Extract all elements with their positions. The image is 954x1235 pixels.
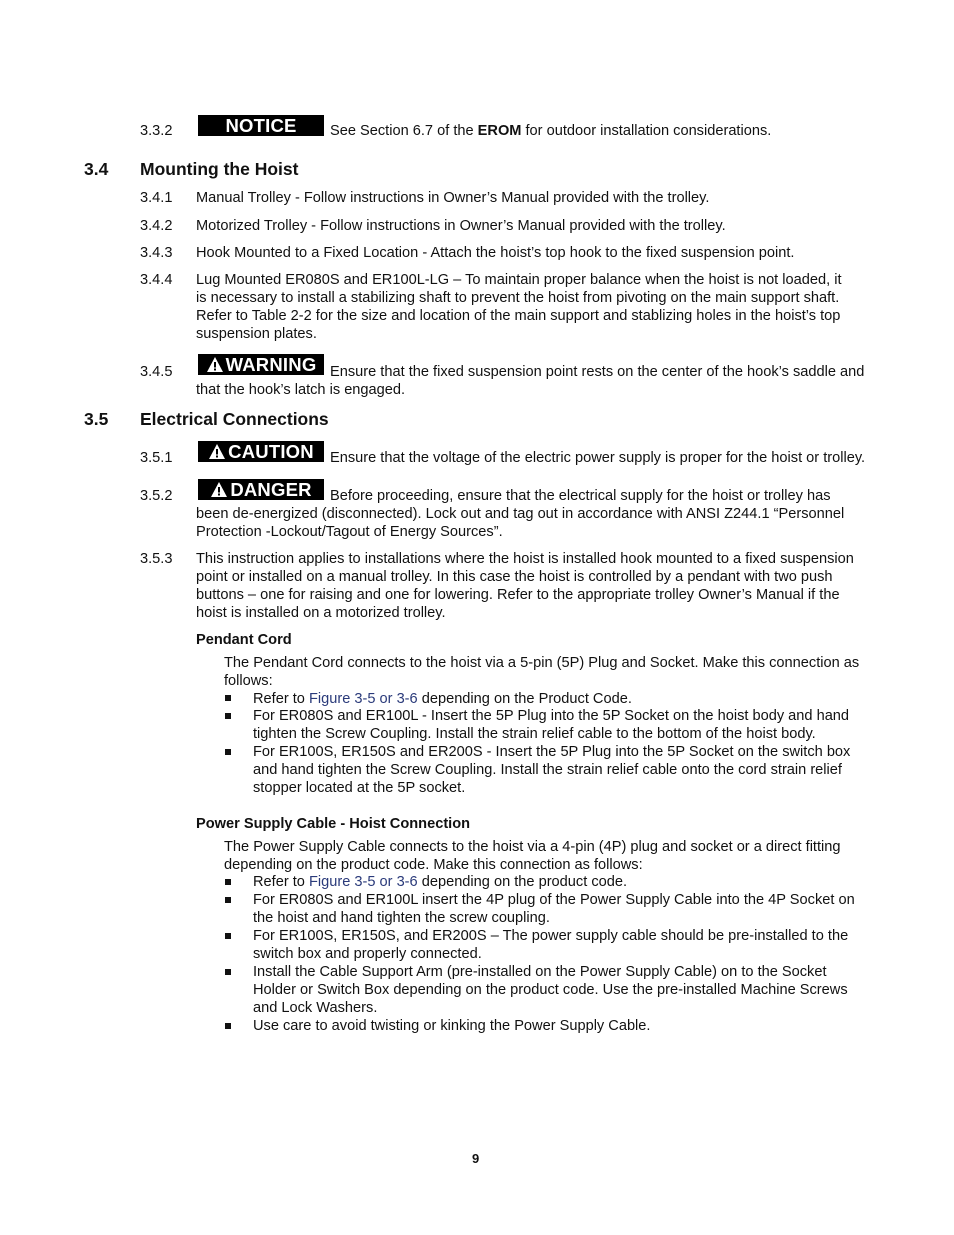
bullet-text-post: depending on the Product Code. [417, 691, 632, 707]
warning-triangle-icon [208, 443, 226, 460]
bullet-text-pre: Refer to [253, 691, 309, 707]
item-number: 3.4.4 [140, 272, 173, 288]
bullet-text-line: For ER080S and ER100L insert the 4P plug of the Power Supply Cable into the 4P Socket on [253, 892, 855, 908]
bullet-text-line: For ER100S, ER150S, and ER200S – The power supply cable should be pre-installed to the [253, 928, 849, 944]
bullet-icon [225, 695, 231, 701]
bullet-icon [225, 969, 231, 975]
item-text-line: Refer to Table 2-2 for the size and location of the main support and stablizing holes in the hoist’s top [196, 308, 841, 324]
bullet-text [253, 690, 632, 708]
item-text-line: This instruction applies to installations where the hoist is installed hook mounted to a fixed suspension [196, 551, 854, 567]
danger-badge [198, 479, 324, 500]
item-text-line: hoist is installed on a motorized trolley. [196, 605, 446, 621]
danger-badge-label: DANGER [230, 479, 312, 500]
danger-text-line: Protection -Lockout/Tagout of Energy Sources”. [196, 524, 503, 540]
bullet-text-line: tighten the Screw Coupling. Install the strain relief cable to the bottom of the hoist body. [253, 726, 816, 742]
item-number: 3.3.2 [140, 123, 173, 139]
item-text-line: Lug Mounted ER080S and ER100L-LG – To maintain proper balance when the hoist is not loaded, it [196, 272, 842, 288]
section-number: 3.5 [84, 409, 109, 429]
bullet-text-line: and Lock Washers. [253, 1000, 378, 1016]
subsection-title: Power Supply Cable - Hoist Connection [196, 816, 471, 832]
caution-text: Ensure that the voltage of the electric power supply is proper for the hoist or trolley. [330, 450, 866, 466]
item-text-line: is necessary to install a stabilizing shaft to prevent the hoist from pivoting on the main support shaft. [196, 290, 840, 306]
warning-triangle-icon [210, 481, 228, 498]
item-number: 3.5.2 [140, 488, 173, 504]
bullet-text-pre: Refer to [253, 874, 309, 890]
caution-badge-label: CAUTION [228, 441, 314, 462]
item-number: 3.4.5 [140, 364, 173, 380]
section-title: Mounting the Hoist [140, 159, 299, 179]
warning-badge-label: WARNING [225, 354, 317, 375]
bullet-icon [225, 749, 231, 755]
page-number: 9 [472, 1151, 480, 1166]
notice-badge [198, 115, 324, 136]
warning-badge [198, 354, 324, 375]
bullet-icon [225, 713, 231, 719]
section-title: Electrical Connections [140, 409, 329, 429]
notice-text-post: for outdoor installation considerations. [521, 123, 772, 139]
bullet-text-line: and hand tighten the Screw Coupling. Install the strain relief cable onto the cord strain relief [253, 762, 842, 778]
section-number: 3.4 [84, 159, 109, 179]
paragraph-line: The Power Supply Cable connects to the hoist via a 4-pin (4P) plug and socket or a direct fitting [224, 839, 841, 855]
bullet-text-post: depending on the product code. [417, 874, 628, 890]
item-text-line: point or installed on a manual trolley. In this case the hoist is controlled by a pendant with two push [196, 569, 833, 585]
item-text-line: buttons – one for raising and one for lowering. Refer to the appropriate trolley Owner’s Manual if the [196, 587, 840, 603]
notice-badge-label: NOTICE [225, 115, 297, 136]
notice-text-pre: See Section 6.7 of the [330, 123, 478, 139]
paragraph-line: follows: [224, 673, 273, 689]
caution-badge [198, 441, 324, 462]
warning-text-line: that the hook’s latch is engaged. [196, 382, 406, 398]
danger-text-line: Before proceeding, ensure that the electrical supply for the hoist or trolley has [330, 488, 831, 504]
warning-text-line: Ensure that the fixed suspension point rests on the center of the hook’s saddle and [330, 364, 865, 380]
bullet-text-line: the hoist and hand tighten the screw coupling. [253, 910, 550, 926]
bullet-icon [225, 879, 231, 885]
bullet-text-line: switch box and properly connected. [253, 946, 482, 962]
paragraph-line: depending on the product code. Make this connection as follows: [224, 857, 643, 873]
item-number: 3.4.3 [140, 245, 173, 261]
subsection-title: Pendant Cord [196, 632, 292, 648]
bullet-text-line: For ER080S and ER100L - Insert the 5P Plug into the 5P Socket on the hoist body and hand [253, 708, 850, 724]
notice-text [330, 122, 771, 140]
item-number: 3.4.1 [140, 190, 173, 206]
figure-link[interactable]: Figure 3-5 or 3-6 [308, 691, 418, 707]
item-text-line: suspension plates. [196, 326, 317, 342]
item-text: Hook Mounted to a Fixed Location - Attach the hoist’s top hook to the fixed suspension point. [196, 245, 795, 261]
bullet-icon [225, 933, 231, 939]
bullet-icon [225, 897, 231, 903]
bullet-text-line: Use care to avoid twisting or kinking the Power Supply Cable. [253, 1018, 651, 1034]
bullet-text-line: Install the Cable Support Arm (pre-installed on the Power Supply Cable) on to the Socket [253, 964, 827, 980]
item-number: 3.5.1 [140, 450, 173, 466]
warning-triangle-icon [206, 356, 224, 373]
item-number: 3.5.3 [140, 551, 173, 567]
bullet-text-line: For ER100S, ER150S and ER200S - Insert the 5P Plug into the 5P Socket on the switch box [253, 744, 851, 760]
item-number: 3.4.2 [140, 218, 173, 234]
danger-text-line: been de-energized (disconnected). Lock out and tag out in accordance with ANSI Z244.1 “Personnel [196, 506, 845, 522]
bullet-text-line: Holder or Switch Box depending on the product code. Use the pre-installed Machine Screws [253, 982, 848, 998]
item-text: Motorized Trolley - Follow instructions in Owner’s Manual provided with the trolley. [196, 218, 726, 234]
item-text: Manual Trolley - Follow instructions in Owner’s Manual provided with the trolley. [196, 190, 710, 206]
notice-text-bold: EROM [477, 123, 522, 139]
bullet-text [253, 873, 627, 891]
figure-link[interactable]: Figure 3-5 or 3-6 [308, 874, 418, 890]
paragraph-line: The Pendant Cord connects to the hoist via a 5-pin (5P) Plug and Socket. Make this connection as [224, 655, 860, 671]
bullet-icon [225, 1023, 231, 1029]
bullet-text-line: stopper located at the 5P socket. [253, 780, 466, 796]
